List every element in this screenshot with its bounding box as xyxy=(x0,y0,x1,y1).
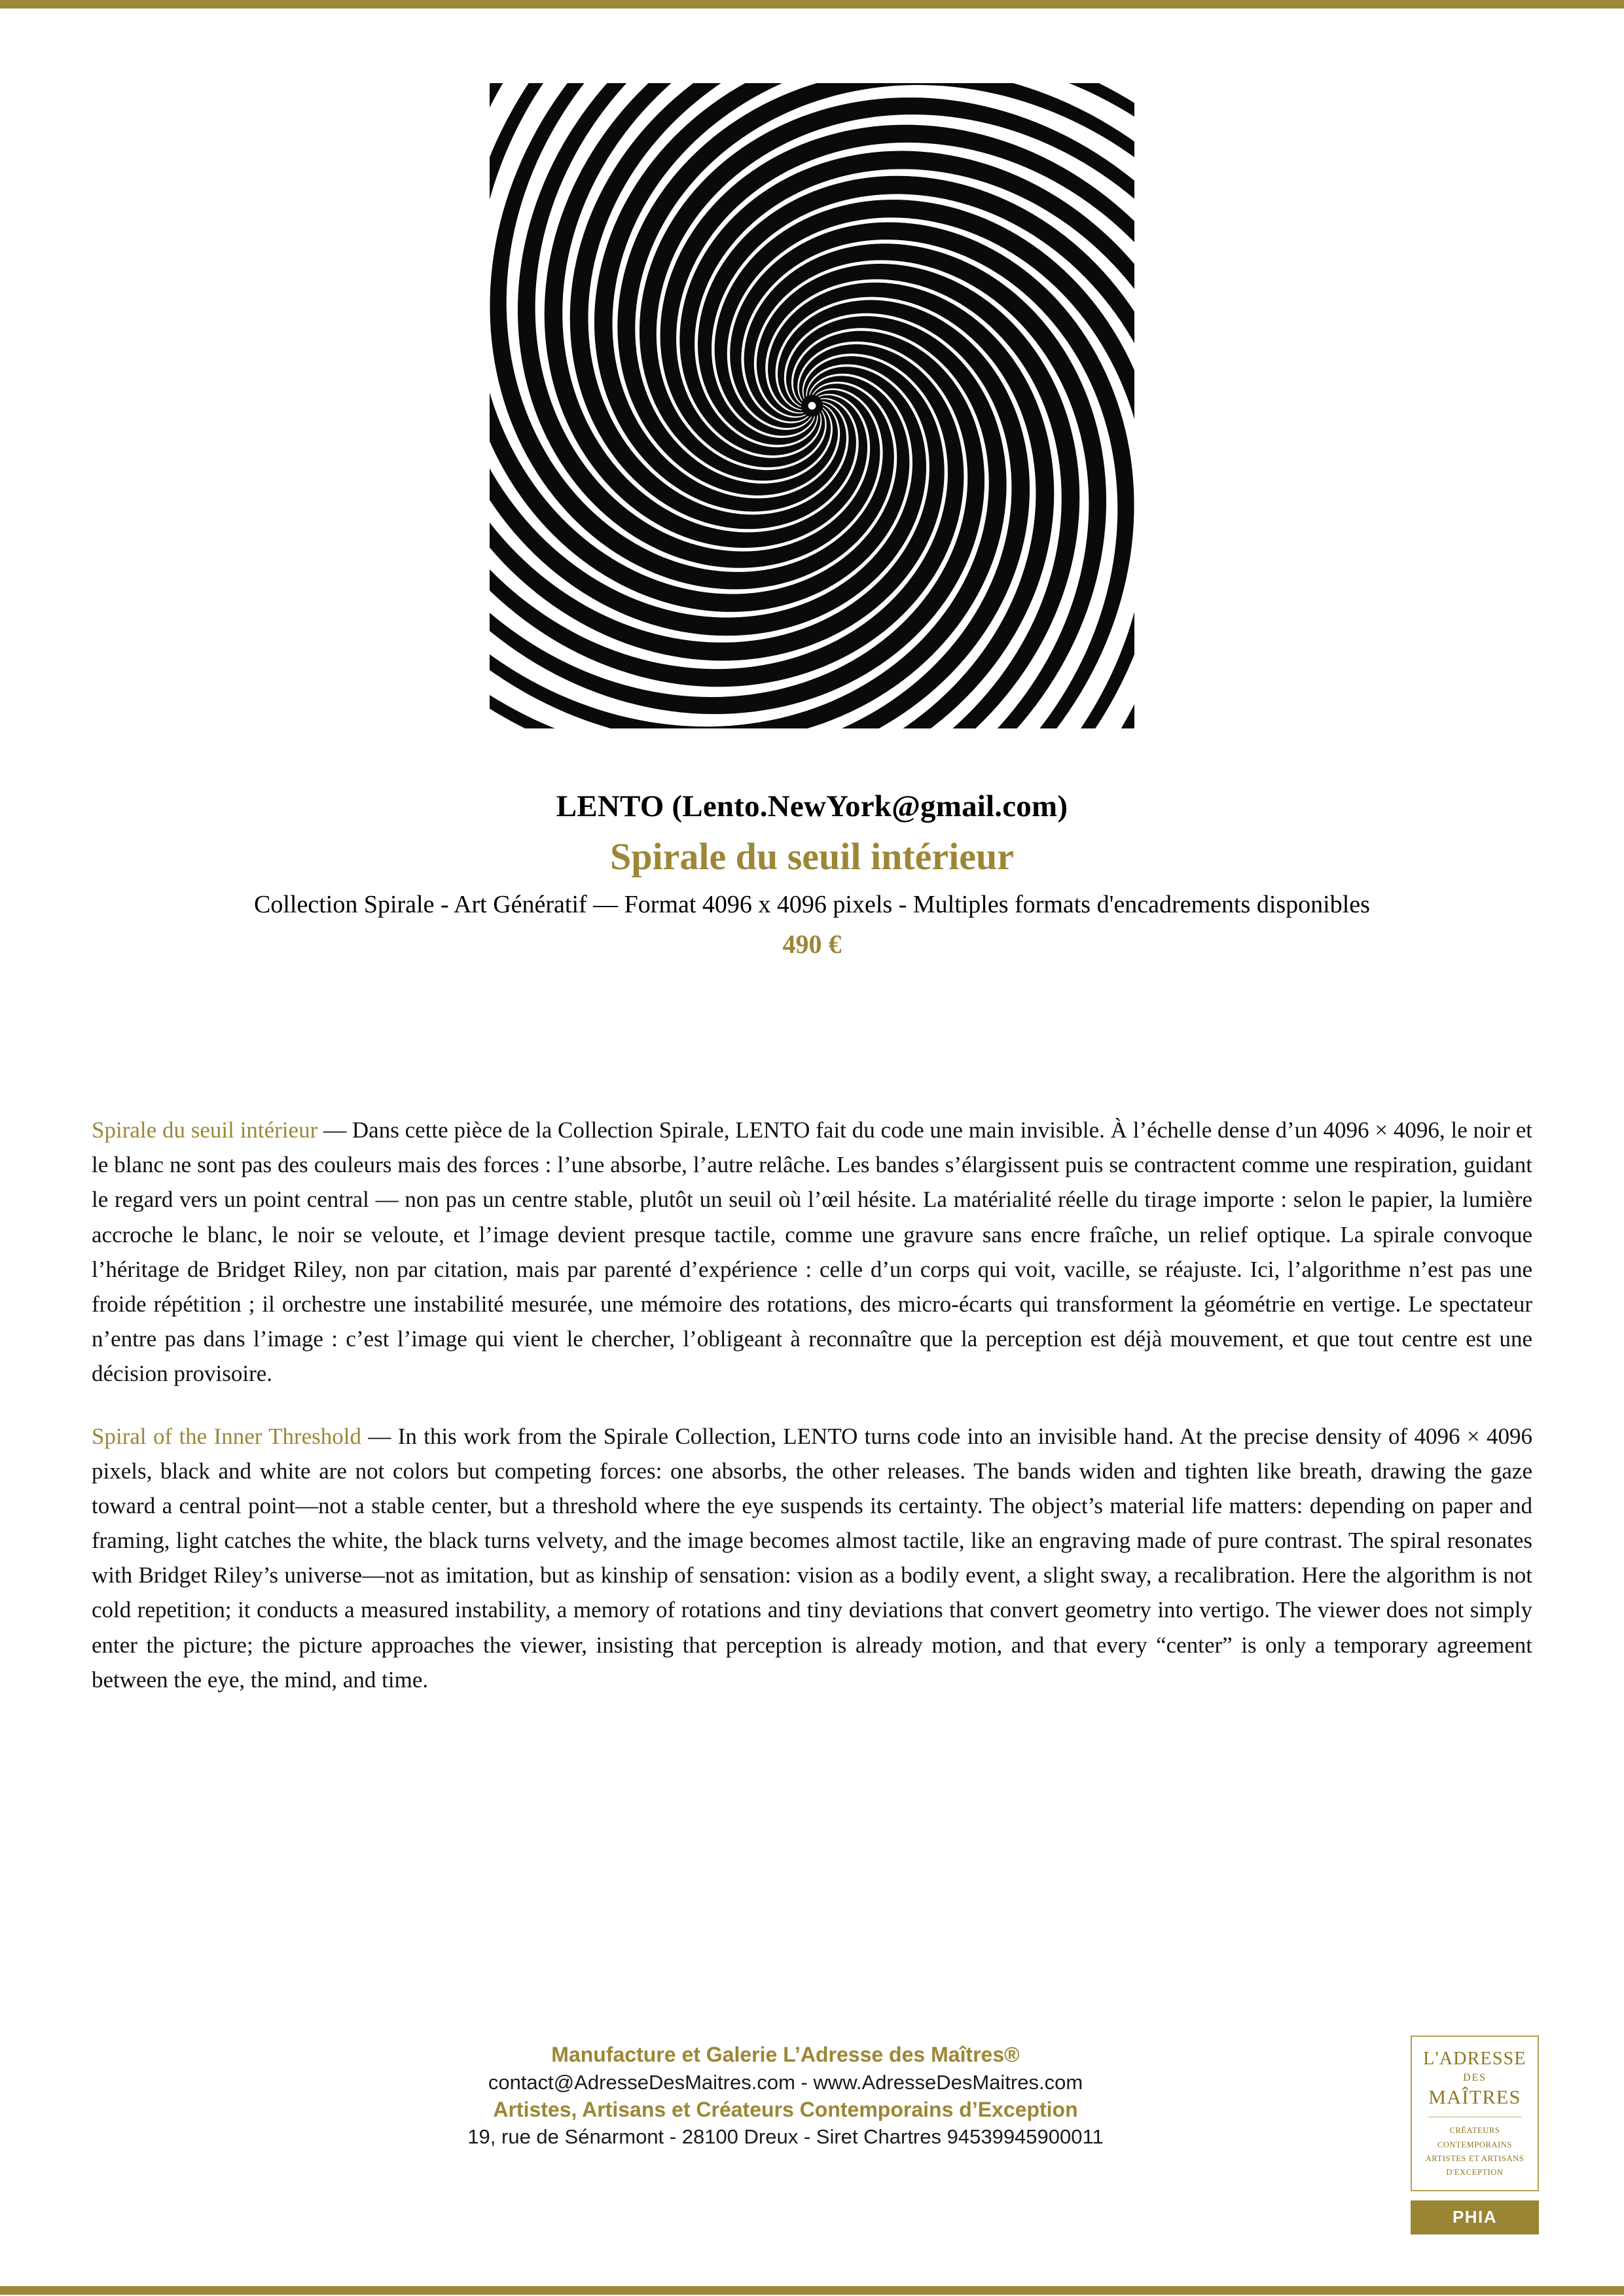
logo-line-maitres: MAÎTRES xyxy=(1428,2086,1521,2108)
footer-tagline: Artistes, Artisans et Créateurs Contemporains d’Exception xyxy=(493,2097,1078,2121)
heading-block xyxy=(92,789,1532,961)
footer-company-name: Manufacture et Galerie L’Adresse des Maîtres® xyxy=(551,2043,1020,2066)
spiral-op-art-icon xyxy=(490,83,1134,728)
description-body xyxy=(92,1113,1532,1697)
logo-sub-exception: D'EXCEPTION xyxy=(1446,2168,1504,2178)
bottom-gold-rule xyxy=(0,2286,1624,2295)
logo-line-des: DES xyxy=(1463,2072,1487,2084)
work-title: Spirale du seuil intérieur xyxy=(609,835,1015,878)
top-gold-rule xyxy=(0,0,1624,9)
page-footer xyxy=(0,2041,1624,2257)
logo-card xyxy=(1411,2036,1539,2191)
paragraph-english-text: — In this work from the Spirale Collection, LENTO turns code into an invisible hand. At the precise density of 4096 × 4096 pixels, black and white are not colors but competing forces: one absorbs, the other releases. The bands widen and tighten like breath, drawing the gaze toward a central point—not a stable center, but a threshold where the eye suspends its certainty. The object’s material life matters: depending on paper and framing, light catches the white, the black turns velvety, and the image becomes almost tactile, like an engraving made of pure contrast. The spiral resonates with Bridget Riley’s universe—not as imitation, but as kinship of sensation: vision as a bodily event, a slight sway, a recalibration. Here the algorithm is not cold repetition; it conducts a measured instability, a memory of rotations and tiny deviations that convert geometry into vertigo. The viewer does not simply enter the picture; the picture approaches the viewer, insisting that perception is already motion, and that every “center” is only a temporary agreement between the eye, the mind, and time. xyxy=(92,1423,1532,1693)
phia-badge: PHIA xyxy=(1411,2200,1539,2234)
footer-email-website[interactable]: contact@AdresseDesMaitres.com - www.AdresseDesMaitres.com xyxy=(488,2070,1083,2094)
paragraph-french xyxy=(92,1113,1532,1391)
artwork-image xyxy=(490,83,1134,728)
lead-in-french: Spirale du seuil intérieur xyxy=(92,1117,318,1143)
lead-in-english: Spiral of the Inner Threshold xyxy=(92,1423,362,1449)
footer-address-siret: 19, rue de Sénarmont - 28100 Dreux - Siret Chartres 94539945900011 xyxy=(467,2125,1104,2149)
work-meta-line: Collection Spirale - Art Génératif — Format 4096 x 4096 pixels - Multiples formats d'encadrements disponibles xyxy=(254,891,1370,919)
footer-contact-block xyxy=(196,2041,1375,2151)
paragraph-french-text: — Dans cette pièce de la Collection Spirale, LENTO fait du code une main invisible. À l’échelle dense d’un 4096 × 4096, le noir et le blanc ne sont pas des couleurs mais des forces : l’une absorbe, l’autre relâche. Les bandes s’élargissent puis se contractent comme une respiration, guidant le regard vers un point central — non pas un centre stable, plutôt un seuil où l’œil hésite. La matérialité réelle du tirage importe : selon le papier, la lumière accroche le blanc, le noir se veloute, et l’image devient presque tactile, comme une gravure sans encre fraîche, un relief optique. La spirale convoque l’héritage de Bridget Riley, non par citation, mais par parenté d’expérience : celle d’un corps qui voit, vacille, se réajuste. Ici, l’algorithme n’est pas une froide répétition ; il orchestre une instabilité mesurée, une mémoire des rotations, des micro-écarts qui transforment la géométrie en vertige. Le spectateur n’entre pas dans l’image : c’est l’image qui vient le chercher, l’obligeant à reconnaître que la perception est déjà mouvement, et que tout centre est une décision provisoire. xyxy=(92,1117,1532,1387)
logo-sub-artistes: ARTISTES ET ARTISANS xyxy=(1425,2153,1525,2163)
brand-logo-block xyxy=(1411,2036,1539,2234)
logo-sub-createurs: CRÉATEURS CONTEMPORAINS xyxy=(1437,2126,1513,2149)
artist-contact-line: LENTO (Lento.NewYork@gmail.com) xyxy=(556,789,1068,823)
work-price: 490 € xyxy=(782,929,842,960)
paragraph-english xyxy=(92,1419,1532,1698)
logo-line-adresse: L'ADRESSE xyxy=(1423,2049,1526,2069)
